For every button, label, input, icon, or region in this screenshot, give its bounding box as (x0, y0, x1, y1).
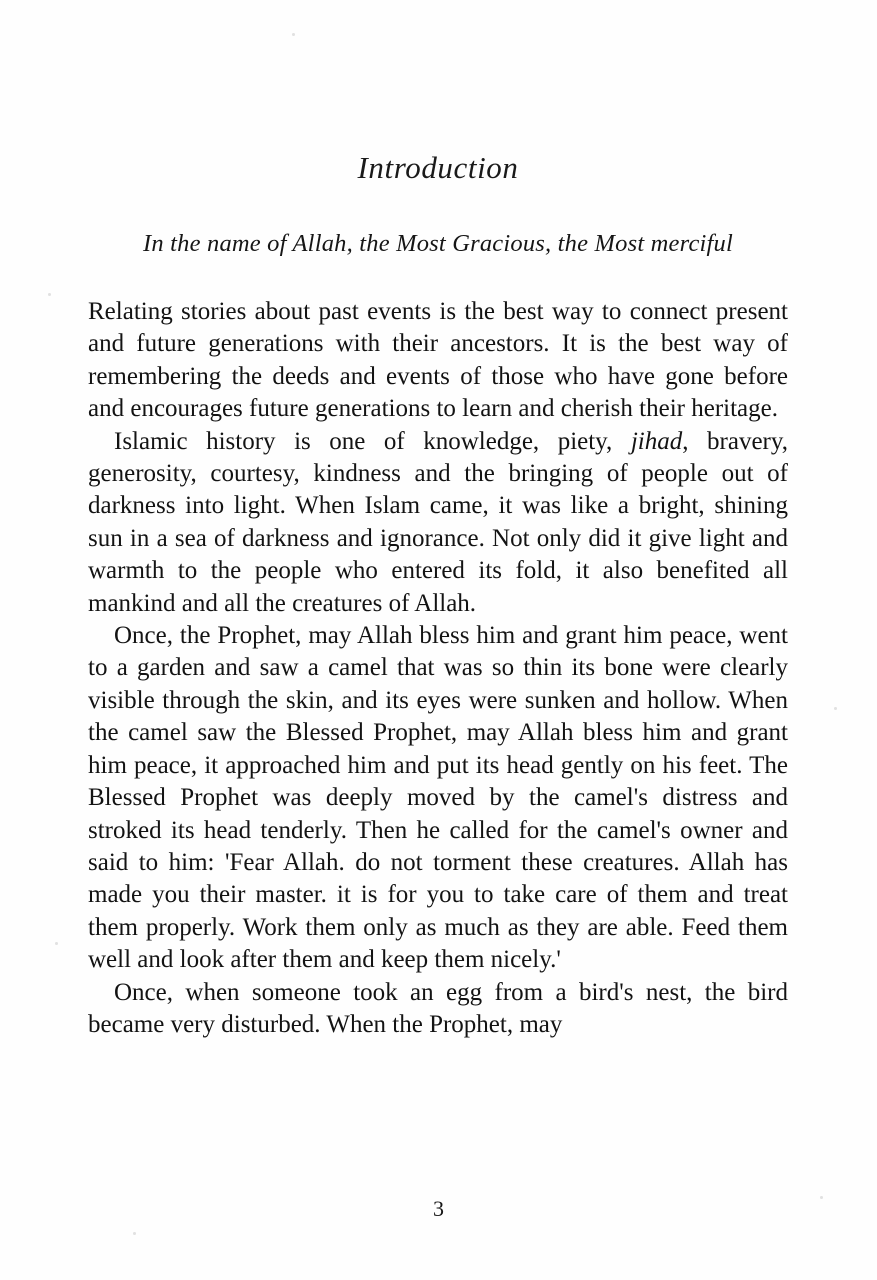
italic-term: jihad (630, 427, 683, 455)
paper-speck (292, 33, 295, 36)
paragraph-1: Relating stories about past events is the best way to connect present and future generations with their ancestors. It is the best way of remembering the deeds and events of those who have gone before and encourages future generations to learn and cherish their heritage. (88, 298, 788, 423)
paper-speck (55, 942, 58, 945)
page-number: 3 (433, 1196, 444, 1221)
paragraph-3: Once, the Prophet, may Allah bless him and grant him peace, went to a garden and saw a camel that was so thin its bone were clearly visible through the skin, and its eyes were sunken and hollow. When the camel saw the Blessed Prophet, may Allah bless him and grant him peace, it approached him and put its head gently on his feet. The Blessed Prophet was deeply moved by the camel's distress and stroked its head tenderly. Then he called for the camel's owner and said to him: 'Fear Allah. do not torment these creatures. Allah has made you their master. it is for you to take care of them and treat them properly. Work them only as much as they are able. Feed them well and look after them and keep them nicely.' (88, 622, 788, 974)
page-content (88, 150, 788, 1041)
basmala-line: In the name of Allah, the Most Gracious, the Most merciful (143, 230, 733, 257)
paragraph-2-text: Islamic history is one of knowledge, piety, jihad, bravery, generosity, courtesy, kindness and the bringing of people out of darkness into light. When Islam came, it was like a bright, shining sun in a sea of darkness and ignorance. Not only did it give light and warmth to the people who entered its fold, it also benefited all mankind and all the creatures of Allah. (88, 427, 788, 617)
paper-speck (48, 293, 51, 296)
paragraph-4: Once, when someone took an egg from a bird's nest, the bird became very disturbed. When the Prophet, may (88, 978, 788, 1038)
paragraph-2 (88, 426, 788, 620)
page-title: Introduction (357, 150, 519, 185)
paper-speck (834, 707, 837, 710)
paper-speck (133, 1232, 136, 1235)
